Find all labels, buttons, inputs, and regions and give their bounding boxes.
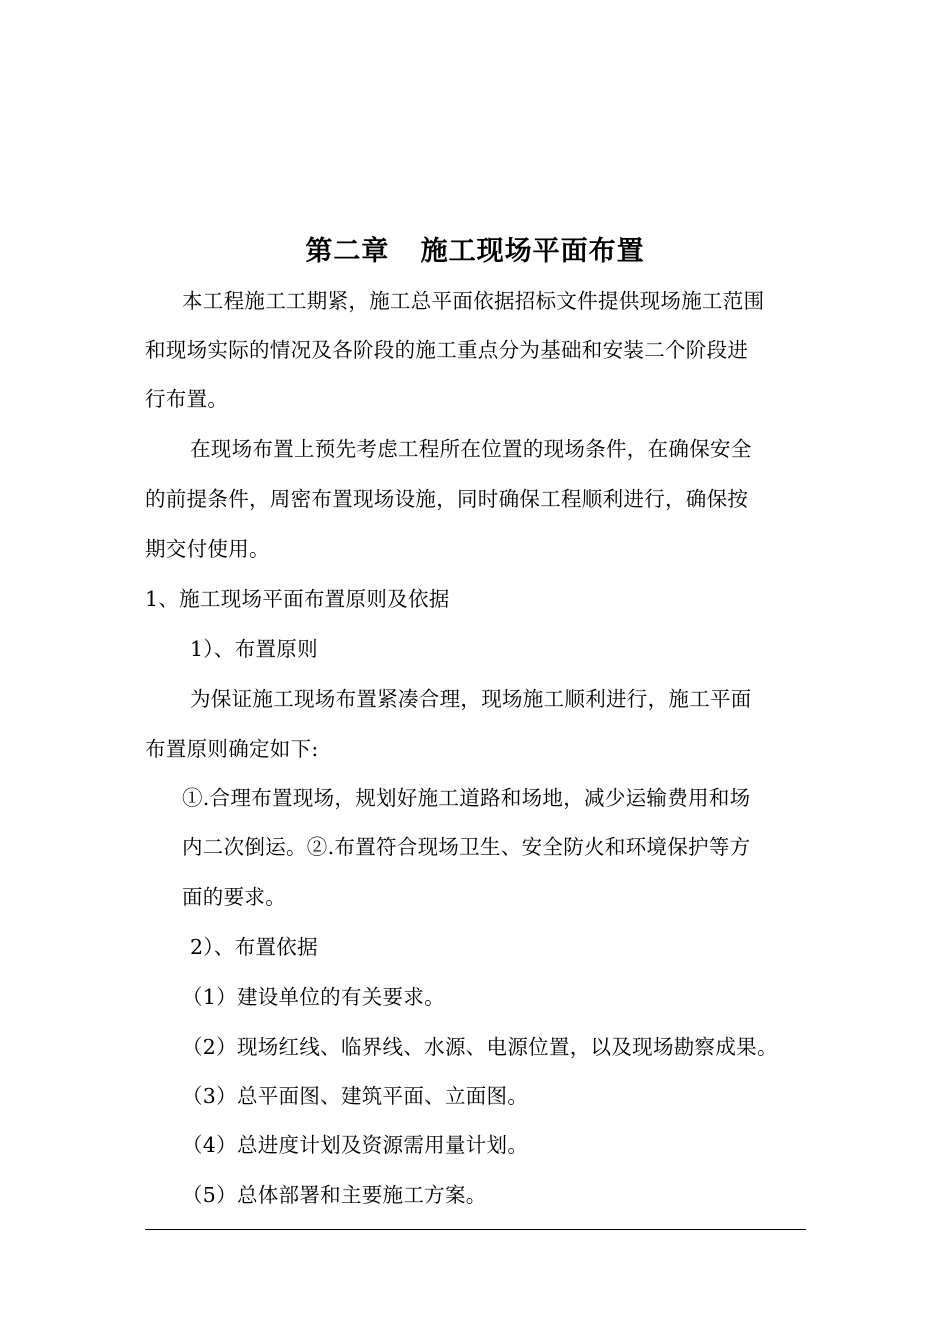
paragraph-line: 为保证施工现场布置紧凑合理，现场施工顺利进行，施工平面 bbox=[190, 687, 752, 711]
list-item: （1）建设单位的有关要求。 bbox=[182, 985, 445, 1009]
paragraph-line: 布置原则确定如下: bbox=[145, 737, 319, 761]
paragraph-line: 行布置。 bbox=[145, 387, 229, 411]
paragraph-line: 的前提条件，周密布置现场设施，同时确保工程顺利进行，确保按 bbox=[145, 487, 749, 511]
paragraph-line: 和现场实际的情况及各阶段的施工重点分为基础和安装二个阶段进 bbox=[145, 338, 749, 362]
list-item: （2）现场红线、临界线、水源、电源位置，以及现场勘察成果。 bbox=[182, 1035, 778, 1059]
paragraph-line: 期交付使用。 bbox=[145, 537, 270, 561]
subsection-heading: 2）、布置依据 bbox=[190, 935, 318, 959]
chapter-title: 第二章 施工现场平面布置 bbox=[305, 236, 645, 267]
list-item-line: ①.合理布置现场，规划好施工道路和场地，减少运输费用和场 bbox=[182, 786, 751, 810]
list-item-line: 面的要求。 bbox=[182, 885, 286, 909]
footer-divider bbox=[145, 1229, 806, 1230]
paragraph-line: 本工程施工工期紧，施工总平面依据招标文件提供现场施工范围 bbox=[182, 289, 765, 313]
paragraph-line: 在现场布置上预先考虑工程所在位置的现场条件，在确保安全 bbox=[190, 437, 752, 461]
list-item-line: 内二次倒运。②.布置符合现场卫生、安全防火和环境保护等方 bbox=[182, 835, 751, 859]
subsection-heading: 1）、布置原则 bbox=[190, 637, 318, 661]
list-item: （3）总平面图、建筑平面、立面图。 bbox=[182, 1084, 529, 1108]
list-item: （5）总体部署和主要施工方案。 bbox=[182, 1183, 487, 1207]
section-heading: 1、施工现场平面布置原则及依据 bbox=[145, 587, 450, 611]
list-item: （4）总进度计划及资源需用量计划。 bbox=[182, 1133, 529, 1157]
